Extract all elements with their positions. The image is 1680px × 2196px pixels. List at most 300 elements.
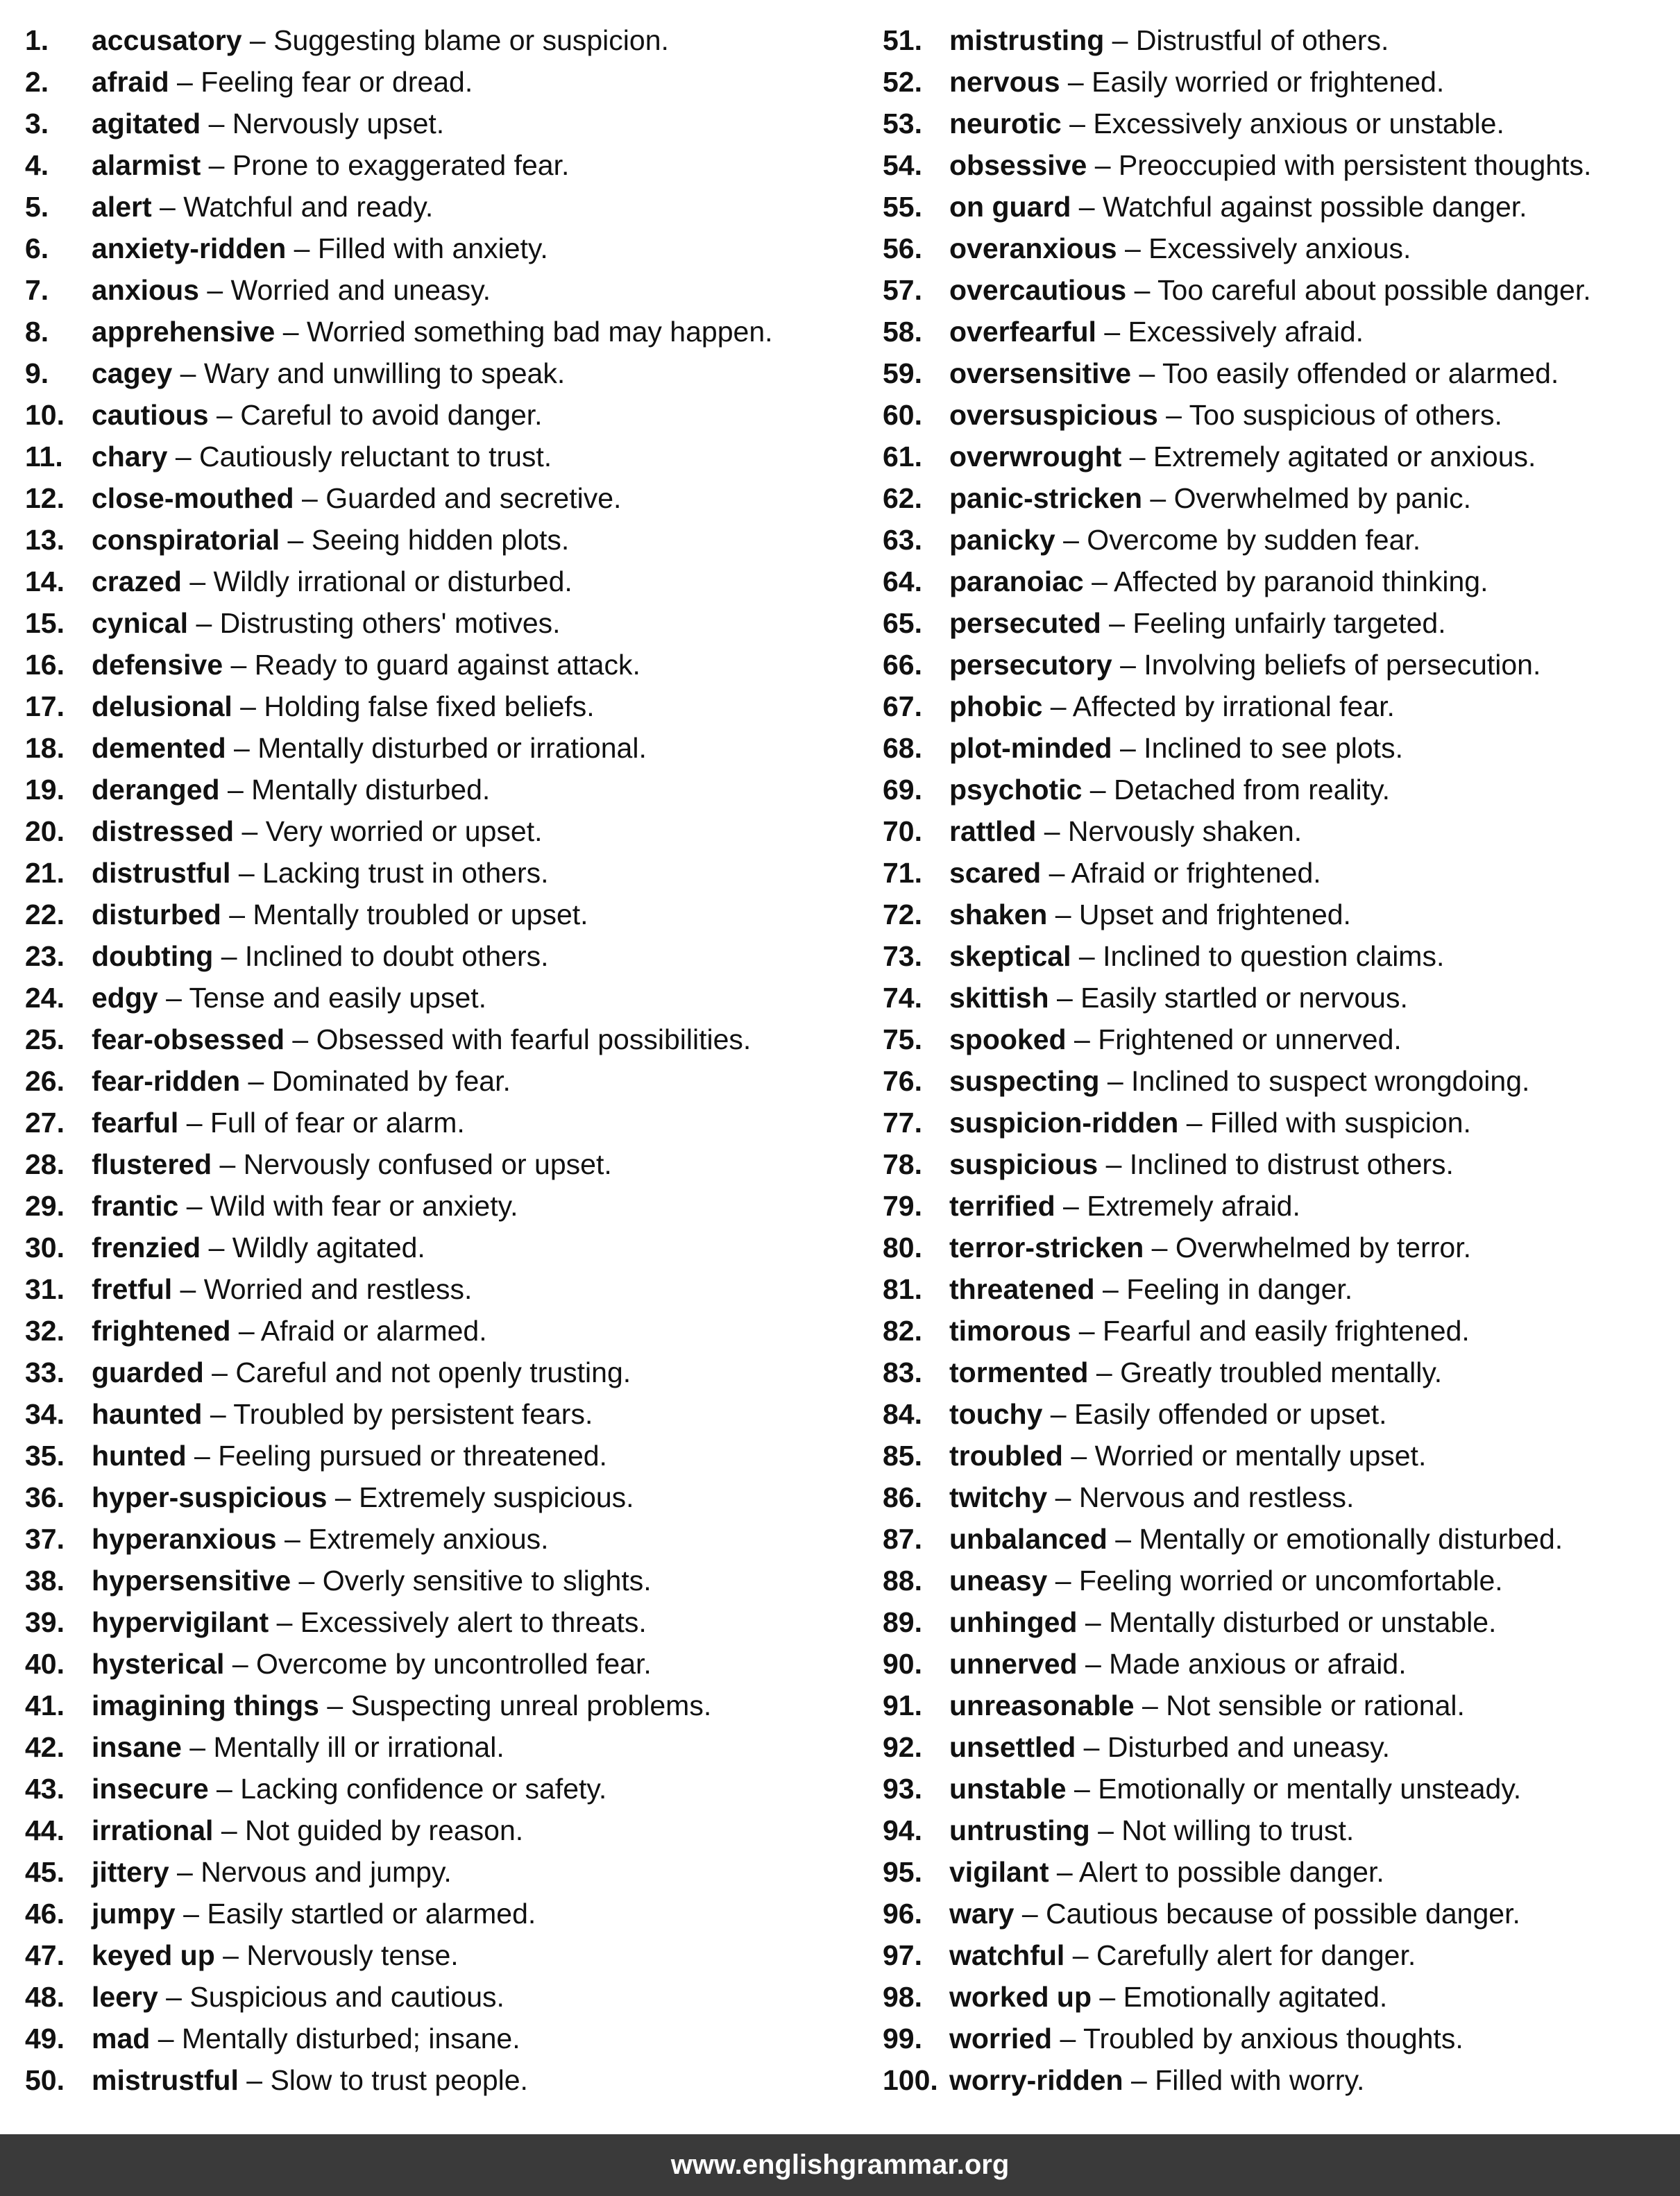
item-number: 69. [883,774,922,806]
item-number: 87. [883,1523,922,1555]
item-word: accusatory [92,24,242,56]
item-body: cagey – Wary and unwilling to speak. [92,357,566,389]
item-body: doubting – Inclined to doubt others. [92,940,549,972]
item-definition: Filled with worry. [1155,2064,1365,2096]
item-body: hyper-suspicious – Extremely suspicious. [92,1481,634,1513]
item-definition: Overly sensitive to slights. [322,1565,652,1597]
item-word: unbalanced [949,1523,1108,1555]
item-body: mistrustful – Slow to trust people. [92,2064,528,2096]
item-definition: Too suspicious of others. [1189,399,1502,431]
item-definition: Afraid or alarmed. [260,1315,487,1347]
list-item [25,1476,851,1518]
list-item [883,1435,1667,1476]
list-item [25,561,851,602]
list-item [883,1934,1667,1976]
item-definition: Watchful and ready. [183,191,434,223]
item-number: 20. [25,815,65,847]
item-number: 83. [883,1356,922,1388]
item-definition: Troubled by anxious thoughts. [1083,2023,1463,2054]
item-definition: Inclined to see plots. [1144,732,1403,764]
list-item [883,1227,1667,1268]
item-word: timorous [949,1315,1071,1347]
item-body: unbalanced – Mentally or emotionally disturbed. [949,1523,1563,1555]
item-body: unsettled – Disturbed and uneasy. [949,1731,1391,1763]
item-definition: Wildly agitated. [232,1232,425,1263]
list-item [883,1685,1667,1726]
item-number: 84. [883,1398,922,1430]
item-definition: Upset and frightened. [1078,899,1351,930]
item-number: 60. [883,399,922,431]
list-item [25,311,851,352]
item-number: 76. [883,1065,922,1097]
item-number: 36. [25,1481,65,1513]
item-definition: Excessively afraid. [1128,316,1364,348]
item-number: 31. [25,1273,65,1305]
item-word: vigilant [949,1856,1049,1888]
footer-banner [0,2134,1680,2196]
item-body: suspecting – Inclined to suspect wrongdoing. [949,1065,1530,1097]
item-definition: Too careful about possible danger. [1157,274,1591,306]
item-number: 62. [883,482,922,514]
item-definition: Nervously shaken. [1067,815,1303,847]
item-definition: Distrustful of others. [1135,24,1389,56]
item-number: 57. [883,274,922,306]
item-body: anxious – Worried and uneasy. [92,274,491,306]
list-item [25,1726,851,1768]
list-item [25,1768,851,1810]
item-number: 53. [883,108,922,139]
item-number: 74. [883,982,922,1014]
list-item [25,686,851,727]
item-definition: Cautiously reluctant to trust. [199,441,552,473]
item-body: alert – Watchful and ready. [92,191,434,223]
list-item [25,61,851,103]
item-body: alarmist – Prone to exaggerated fear. [92,149,570,181]
item-number: 64. [883,565,922,597]
list-item [25,935,851,977]
list-item [25,1893,851,1934]
item-number: 94. [883,1814,922,1846]
list-item [883,311,1667,352]
list-item [25,269,851,311]
item-definition: Tense and easily upset. [189,982,487,1014]
list-item [25,644,851,686]
list-item [25,727,851,769]
item-number: 86. [883,1481,922,1513]
item-body: untrusting – Not willing to trust. [949,1814,1355,1846]
item-number: 18. [25,732,65,764]
item-word: crazed [92,565,182,597]
item-body: persecuted – Feeling unfairly targeted. [949,607,1446,639]
item-number: 2. [25,66,49,98]
list-item [25,852,851,894]
item-word: unreasonable [949,1689,1135,1721]
list-item [883,727,1667,769]
item-number: 42. [25,1731,65,1763]
list-item [25,103,851,144]
item-definition: Feeling unfairly targeted. [1132,607,1446,639]
item-definition: Worried and uneasy. [230,274,491,306]
item-body: fearful – Full of fear or alarm. [92,1107,465,1139]
item-word: threatened [949,1273,1095,1305]
item-definition: Not guided by reason. [245,1814,524,1846]
item-definition: Mentally ill or irrational. [213,1731,504,1763]
item-word: persecuted [949,607,1101,639]
item-word: afraid [92,66,169,98]
item-body: worry-ridden – Filled with worry. [949,2064,1365,2096]
item-definition: Carefully alert for danger. [1096,1939,1416,1971]
item-definition: Wildly irrational or disturbed. [213,565,572,597]
item-number: 10. [25,399,65,431]
list-item [883,1352,1667,1393]
list-item [25,477,851,519]
list-item [883,852,1667,894]
item-number: 100. [883,2064,938,2096]
item-body: edgy – Tense and easily upset. [92,982,487,1014]
list-item [25,519,851,561]
item-word: suspecting [949,1065,1100,1097]
list-item [883,436,1667,477]
item-body: panicky – Overcome by sudden fear. [949,524,1421,556]
item-word: frightened [92,1315,231,1347]
item-body: obsessive – Preoccupied with persistent thoughts. [949,149,1592,181]
list-item [25,1268,851,1310]
item-word: shaken [949,899,1048,930]
item-definition: Preoccupied with persistent thoughts. [1118,149,1592,181]
item-definition: Obsessed with fearful possibilities. [316,1023,752,1055]
item-number: 97. [883,1939,922,1971]
item-body: distrustful – Lacking trust in others. [92,857,549,889]
item-body: cautious – Careful to avoid danger. [92,399,543,431]
item-word: flustered [92,1148,212,1180]
list-item [883,1726,1667,1768]
item-definition: Nervously tense. [246,1939,459,1971]
item-body: plot-minded – Inclined to see plots. [949,732,1403,764]
item-definition: Nervously confused or upset. [243,1148,612,1180]
item-number: 96. [883,1898,922,1930]
item-definition: Lacking confidence or safety. [240,1773,607,1805]
item-number: 37. [25,1523,65,1555]
item-number: 33. [25,1356,65,1388]
item-definition: Guarded and secretive. [325,482,622,514]
list-item [25,1560,851,1601]
item-number: 22. [25,899,65,930]
item-word: twitchy [949,1481,1048,1513]
item-word: mad [92,2023,151,2054]
item-word: insecure [92,1773,209,1805]
list-item [25,1019,851,1060]
item-body: skeptical – Inclined to question claims. [949,940,1445,972]
item-body: troubled – Worried or mentally upset. [949,1440,1427,1472]
item-definition: Easily startled or nervous. [1080,982,1408,1014]
item-word: terrified [949,1190,1055,1222]
item-body: irrational – Not guided by reason. [92,1814,524,1846]
item-body: touchy – Easily offended or upset. [949,1398,1387,1430]
item-body: oversuspicious – Too suspicious of others. [949,399,1502,431]
item-word: anxiety-ridden [92,232,287,264]
item-number: 73. [883,940,922,972]
item-number: 47. [25,1939,65,1971]
item-number: 85. [883,1440,922,1472]
item-number: 24. [25,982,65,1014]
item-body: cynical – Distrusting others' motives. [92,607,561,639]
item-number: 65. [883,607,922,639]
item-definition: Nervous and jumpy. [201,1856,452,1888]
item-word: disturbed [92,899,221,930]
item-word: obsessive [949,149,1087,181]
item-definition: Mentally disturbed. [251,774,491,806]
item-word: doubting [92,940,214,972]
list-item [883,186,1667,228]
item-definition: Overwhelmed by panic. [1173,482,1472,514]
item-definition: Slow to trust people. [270,2064,528,2096]
item-word: untrusting [949,1814,1090,1846]
item-number: 7. [25,274,49,306]
item-word: watchful [949,1939,1065,1971]
item-body: fear-ridden – Dominated by fear. [92,1065,511,1097]
item-body: terrified – Extremely afraid. [949,1190,1300,1222]
list-item [25,1643,851,1685]
item-definition: Troubled by persistent fears. [233,1398,593,1430]
list-item [883,2059,1667,2101]
item-number: 75. [883,1023,922,1055]
item-body: chary – Cautiously reluctant to trust. [92,441,552,473]
item-number: 70. [883,815,922,847]
list-item [883,519,1667,561]
item-body: unstable – Emotionally or mentally unsteady. [949,1773,1522,1805]
item-number: 27. [25,1107,65,1139]
item-number: 90. [883,1648,922,1680]
item-body: spooked – Frightened or unnerved. [949,1023,1402,1055]
item-number: 13. [25,524,65,556]
item-number: 11. [25,441,63,473]
item-body: mistrusting – Distrustful of others. [949,24,1389,56]
item-number: 45. [25,1856,65,1888]
item-body: suspicion-ridden – Filled with suspicion. [949,1107,1471,1139]
item-number: 67. [883,690,922,722]
item-word: hysterical [92,1648,225,1680]
item-body: jittery – Nervous and jumpy. [92,1856,452,1888]
item-number: 34. [25,1398,65,1430]
item-number: 56. [883,232,922,264]
item-body: persecutory – Involving beliefs of persecution. [949,649,1541,681]
item-body: flustered – Nervously confused or upset. [92,1148,612,1180]
footer-url: www.englishgrammar.org [670,2150,1010,2180]
item-body: accusatory – Suggesting blame or suspicion. [92,24,669,56]
item-word: close-mouthed [92,482,294,514]
item-word: persecutory [949,649,1112,681]
item-definition: Easily startled or alarmed. [207,1898,536,1930]
item-number: 79. [883,1190,922,1222]
item-number: 99. [883,2023,922,2054]
item-word: suspicion-ridden [949,1107,1179,1139]
item-body: agitated – Nervously upset. [92,108,445,139]
list-item [25,1352,851,1393]
list-item [883,2018,1667,2059]
item-body: overcautious – Too careful about possible danger. [949,274,1591,306]
item-definition: Mentally disturbed; insane. [181,2023,520,2054]
item-number: 49. [25,2023,65,2054]
item-word: rattled [949,815,1037,847]
item-body: fear-obsessed – Obsessed with fearful possibilities. [92,1023,752,1055]
item-number: 91. [883,1689,922,1721]
item-definition: Easily worried or frightened. [1092,66,1445,98]
list-item [883,1643,1667,1685]
list-item [25,186,851,228]
list-item [883,1268,1667,1310]
list-item [25,228,851,269]
item-number: 92. [883,1731,922,1763]
item-body: phobic – Affected by irrational fear. [949,690,1395,722]
item-number: 6. [25,232,49,264]
list-item [883,894,1667,935]
item-word: wary [949,1898,1015,1930]
item-number: 8. [25,316,49,348]
list-item [883,935,1667,977]
item-definition: Inclined to doubt others. [244,940,549,972]
item-body: unnerved – Made anxious or afraid. [949,1648,1407,1680]
item-word: irrational [92,1814,214,1846]
list-item [883,61,1667,103]
item-word: chary [92,441,168,473]
item-number: 30. [25,1232,65,1263]
list-item [25,602,851,644]
item-word: hypervigilant [92,1606,269,1638]
list-item [25,1685,851,1726]
list-item [883,1976,1667,2018]
list-item [883,1810,1667,1851]
item-number: 43. [25,1773,65,1805]
item-word: skittish [949,982,1049,1014]
item-number: 54. [883,149,922,181]
item-body: demented – Mentally disturbed or irrational. [92,732,647,764]
item-body: frenzied – Wildly agitated. [92,1232,425,1263]
item-number: 32. [25,1315,65,1347]
item-number: 19. [25,774,65,806]
item-definition: Wary and unwilling to speak. [203,357,566,389]
list-item [883,1185,1667,1227]
list-item [25,1851,851,1893]
item-word: keyed up [92,1939,215,1971]
list-item [883,1060,1667,1102]
item-word: tormented [949,1356,1089,1388]
item-word: psychotic [949,774,1083,806]
item-number: 41. [25,1689,65,1721]
list-item [883,1768,1667,1810]
item-definition: Emotionally agitated. [1123,1981,1388,2013]
list-item [25,1976,851,2018]
item-word: anxious [92,274,199,306]
item-word: defensive [92,649,223,681]
item-word: haunted [92,1398,203,1430]
item-body: wary – Cautious because of possible danger. [949,1898,1520,1930]
item-definition: Distrusting others' motives. [219,607,561,639]
item-word: agitated [92,108,201,139]
item-number: 81. [883,1273,922,1305]
item-word: suspicious [949,1148,1098,1180]
item-word: oversuspicious [949,399,1158,431]
item-body: fretful – Worried and restless. [92,1273,473,1305]
item-definition: Watchful against possible danger. [1102,191,1527,223]
item-body: terror-stricken – Overwhelmed by terror. [949,1232,1471,1263]
item-word: overanxious [949,232,1117,264]
item-number: 66. [883,649,922,681]
item-word: unstable [949,1773,1067,1805]
item-number: 80. [883,1232,922,1263]
item-definition: Not sensible or rational. [1166,1689,1465,1721]
item-number: 17. [25,690,65,722]
item-word: overcautious [949,274,1127,306]
item-body: delusional – Holding false fixed beliefs. [92,690,595,722]
item-body: uneasy – Feeling worried or uncomfortable. [949,1565,1503,1597]
item-number: 98. [883,1981,922,2013]
item-definition: Cautious because of possible danger. [1046,1898,1520,1930]
item-definition: Excessively alert to threats. [300,1606,647,1638]
item-word: alert [92,191,152,223]
item-word: conspiratorial [92,524,280,556]
item-body: conspiratorial – Seeing hidden plots. [92,524,570,556]
item-body: apprehensive – Worried something bad may happen. [92,316,773,348]
item-number: 40. [25,1648,65,1680]
item-number: 39. [25,1606,65,1638]
list-item [883,1310,1667,1352]
item-body: tormented – Greatly troubled mentally. [949,1356,1443,1388]
item-body: neurotic – Excessively anxious or unstable. [949,108,1504,139]
item-body: frightened – Afraid or alarmed. [92,1315,487,1347]
item-word: deranged [92,774,220,806]
item-word: cautious [92,399,209,431]
list-item [25,352,851,394]
item-word: distrustful [92,857,231,889]
list-item [883,1851,1667,1893]
item-definition: Nervously upset. [232,108,445,139]
item-word: uneasy [949,1565,1048,1597]
item-number: 59. [883,357,922,389]
item-definition: Feeling in danger. [1126,1273,1353,1305]
item-word: imagining things [92,1689,319,1721]
item-word: alarmist [92,149,201,181]
list-item [883,686,1667,727]
word-list-column-left [25,19,851,2101]
item-definition: Feeling fear or dread. [201,66,473,98]
item-word: terror-stricken [949,1232,1144,1263]
item-word: fretful [92,1273,173,1305]
item-body: hypersensitive – Overly sensitive to slights. [92,1565,652,1597]
item-number: 88. [883,1565,922,1597]
item-number: 63. [883,524,922,556]
item-body: disturbed – Mentally troubled or upset. [92,899,588,930]
list-item [883,144,1667,186]
item-word: on guard [949,191,1071,223]
item-definition: Affected by irrational fear. [1072,690,1395,722]
item-body: haunted – Troubled by persistent fears. [92,1398,593,1430]
item-body: worked up – Emotionally agitated. [949,1981,1388,2013]
list-item [883,1143,1667,1185]
item-definition: Filled with suspicion. [1210,1107,1471,1139]
list-item [25,1227,851,1268]
item-body: afraid – Feeling fear or dread. [92,66,473,98]
item-body: leery – Suspicious and cautious. [92,1981,504,2013]
item-body: keyed up – Nervously tense. [92,1939,459,1971]
list-item [883,1393,1667,1435]
item-body: anxiety-ridden – Filled with anxiety. [92,232,548,264]
item-definition: Very worried or upset. [265,815,543,847]
item-body: threatened – Feeling in danger. [949,1273,1353,1305]
item-word: panicky [949,524,1055,556]
item-definition: Prone to exaggerated fear. [232,149,570,181]
item-word: fear-obsessed [92,1023,285,1055]
item-body: nervous – Easily worried or frightened. [949,66,1445,98]
